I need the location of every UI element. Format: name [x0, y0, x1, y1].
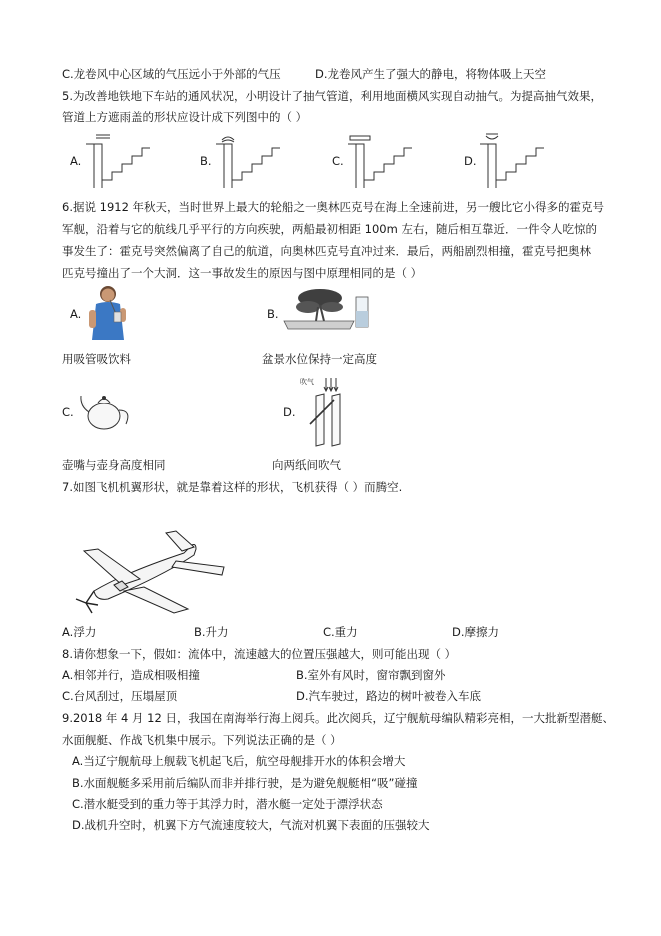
q6-label-a: A. — [70, 307, 82, 321]
q5-label-d: D. — [464, 154, 477, 168]
q9-stem-line2: 水面舰艇、作战飞机集中展示。下列说法正确的是（ ） — [62, 733, 342, 747]
q5-stem-line2: 管道上方遮雨盖的形状应设计成下列图中的（ ） — [62, 110, 308, 124]
q6-label-d: D. — [283, 405, 296, 419]
q5-label-c: C. — [332, 154, 344, 168]
q6-label-c: C. — [62, 405, 74, 419]
q6-caption-b: 盆景水位保持一定高度 — [262, 352, 377, 366]
q6-figure-d-blow-label: 吹气 — [300, 378, 314, 386]
q5-figure-c — [346, 132, 414, 190]
q6-figure-b-bonsai — [280, 283, 376, 333]
q5-label-a: A. — [70, 154, 82, 168]
q9-stem-line1: 9.2018 年 4 月 12 日，我国在南海举行海上阅兵。此次阅兵，辽宁舰航母编队精彩亮相，一大批新型潜艇、 — [62, 711, 614, 725]
q8-option-b: B.室外有风时，窗帘飘到窗外 — [296, 668, 446, 682]
q8-option-c: C.台风刮过，压塌屋顶 — [62, 689, 178, 703]
q6-stem-line3: 事发生了：霍克号突然偏离了自己的航道，向奥林匹克号直冲过来．最后，两船剧烈相撞，霍克号把奥林 — [62, 244, 591, 258]
q8-stem: 8.请你想象一下，假如：流体中，流速越大的位置压强越大，则可能出现（ ） — [62, 647, 457, 661]
q6-figure-a-drinking-child — [86, 282, 132, 342]
q7-airplane-figure — [64, 527, 236, 617]
q6-figure-c-teapot — [78, 392, 134, 432]
q5-stem-line1: 5.为改善地铁地下车站的通风状况，小明设计了抽气管道，利用地面横风实现自动抽气。为提高抽气效果， — [62, 89, 602, 103]
q5-figure-b — [214, 132, 282, 190]
q9-option-b: B.水面舰艇多采用前后编队而非并排行驶，是为避免舰艇相“吸”碰撞 — [72, 776, 418, 790]
q6-stem-line1: 6.据说 1912 年秋天，当时世界上最大的轮船之一奥林匹克号在海上全速前进，另一艘比它小得多的霍克号 — [62, 200, 605, 214]
q5-label-b: B. — [200, 154, 212, 168]
q6-label-b: B. — [267, 307, 279, 321]
q5-figure-a — [84, 132, 152, 190]
q8-option-d: D.汽车驶过，路边的树叶被卷入车底 — [296, 689, 482, 703]
q7-option-b: B.升力 — [194, 625, 229, 639]
q4-option-d: D.龙卷风产生了强大的静电，将物体吸上天空 — [315, 67, 547, 81]
q8-option-a: A.相邻并行，造成相吸相撞 — [62, 668, 200, 682]
q4-option-c: C.龙卷风中心区域的气压远小于外部的气压 — [62, 67, 281, 81]
q7-stem: 7.如图飞机机翼形状，就是靠着这样的形状，飞机获得（ ）而腾空. — [62, 480, 403, 494]
q9-option-c: C.潜水艇受到的重力等于其浮力时，潜水艇一定处于漂浮状态 — [72, 797, 383, 811]
q7-option-c: C.重力 — [323, 625, 358, 639]
q9-option-d: D.战机升空时，机翼下方气流速度较大，气流对机翼下表面的压强较大 — [72, 818, 430, 832]
q9-option-a: A.当辽宁舰航母上舰载飞机起飞后，航空母舰排开水的体积会增大 — [72, 754, 406, 768]
q6-figure-d-paper-sheets — [298, 374, 356, 448]
q6-caption-d: 向两纸间吹气 — [272, 458, 341, 472]
q7-option-d: D.摩擦力 — [452, 625, 500, 639]
q6-caption-c: 壶嘴与壶身高度相同 — [62, 458, 166, 472]
q7-option-a: A.浮力 — [62, 625, 97, 639]
q6-stem-line2: 军舰，沿着与它的航线几乎平行的方向疾驶，两船最初相距 100m 左右，随后相互靠近．一件令人吃惊的 — [62, 222, 597, 236]
q5-figure-d — [478, 132, 546, 190]
q6-stem-line4: 匹克号撞出了一个大洞．这一事故发生的原因与图中原理相同的是（ ） — [62, 266, 423, 280]
q6-caption-a: 用吸管吸饮料 — [62, 352, 131, 366]
